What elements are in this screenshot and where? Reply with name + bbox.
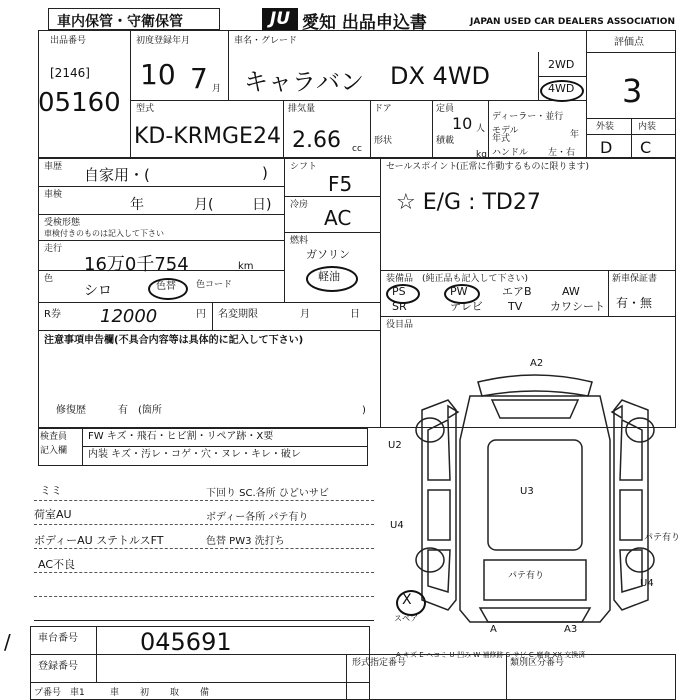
doors-label: ドア <box>374 104 392 114</box>
inspection-month: 月( <box>194 197 214 213</box>
mark-putty-2: パテ有り <box>508 571 545 581</box>
recycle-unit: 円 <box>196 309 206 320</box>
lot-sub: [2146] <box>50 66 90 80</box>
mark-u3: U3 <box>520 486 534 497</box>
capacity-label: 定員 <box>436 104 455 114</box>
equipment-label: 装備品 <box>386 274 414 284</box>
shift-label: シフト <box>290 162 318 172</box>
sales-value: ☆ E/G : TD27 <box>396 190 541 215</box>
repair-label: 修復歴 <box>56 405 86 416</box>
drive-2wd: 2WD <box>548 58 575 71</box>
footer-item-1: プ番号 <box>34 688 62 698</box>
mark-a: A <box>490 624 497 635</box>
diagram-legend: A-キズ E-ヘコミ U-凹み W-補修跡 S-サビ C-腐食 XX-交換済 <box>396 651 586 659</box>
repair-value: 有 <box>118 405 128 416</box>
spare-mark: X <box>402 592 412 608</box>
color-label: 色 <box>44 274 54 284</box>
grade-value: 3 <box>622 72 643 110</box>
warranty-value: 有・無 <box>616 296 653 310</box>
weight-label: 積載 <box>436 136 455 146</box>
color-value: シロ <box>84 283 112 299</box>
equipment-note: (純正品も記入して下さい) <box>422 274 529 284</box>
chassis-label: 車台番号 <box>38 633 78 644</box>
class-number-label: 類別区分番号 <box>510 658 565 668</box>
equipment-grid <box>384 286 606 316</box>
handle-label: ハンドル <box>492 148 529 158</box>
model-year-label: モデル <box>492 126 519 136</box>
type-value: KD-KRMGE24 <box>134 124 281 149</box>
footer-item-2: 車1 <box>70 688 85 698</box>
repair-note: (箇所 <box>138 405 162 416</box>
type-label: 型式 <box>136 104 155 114</box>
inspector-label-1: 検査員 <box>40 432 68 442</box>
displacement-value: 2.66 <box>292 128 341 153</box>
mark-a2: A2 <box>530 358 544 369</box>
footer-row <box>30 686 370 700</box>
history-close: ) <box>262 164 268 182</box>
remark-4: AC不良 <box>38 558 76 571</box>
displacement-unit: cc <box>352 144 362 154</box>
equip-tv: TV <box>508 300 523 313</box>
name-change-month: 月 <box>300 309 310 320</box>
after-note-label: 役目品 <box>386 320 414 330</box>
sales-label: セールスポイント <box>386 162 458 172</box>
org-title-en: JAPAN USED CAR DEALERS ASSOCIATION <box>470 17 675 27</box>
handle-lr: 左・右 <box>548 148 576 158</box>
shape-label: 形状 <box>374 136 393 146</box>
equip-tv-jp: テレビ <box>450 300 483 313</box>
displacement-label: 排気量 <box>288 104 316 114</box>
inspection-day: 日) <box>252 197 272 213</box>
chassis-value: 045691 <box>140 628 232 656</box>
receipt-label: 受検形態 <box>44 218 81 228</box>
equip-airbag: エアB <box>502 285 532 298</box>
lot-number: 05160 <box>38 88 121 118</box>
drive-4wd: 4WD <box>548 82 575 95</box>
storage-note: 車内保管・守衛保管 <box>57 14 183 30</box>
dealer-label: ディーラー・並行 <box>492 112 564 122</box>
equip-sr: SR <box>392 300 407 313</box>
pw-circle <box>444 284 480 304</box>
equip-ps: PS <box>392 285 406 298</box>
inspector-label-2: 記入欄 <box>40 446 68 456</box>
model-label: 車名・グレード <box>234 36 298 46</box>
footer-item-6: 備 <box>200 688 210 698</box>
mark-putty-1: パテ有り <box>644 533 681 543</box>
margin-mark: / <box>4 630 11 654</box>
ext-label: 外装 <box>596 122 615 132</box>
inspector-ext-items: FW キズ・飛石・ヒビ割・リペア跡・X要 <box>88 431 274 442</box>
equip-pw: PW <box>450 285 468 298</box>
form-number-label: 形式指定番号 <box>352 658 407 668</box>
history-label: 車歴 <box>44 162 63 172</box>
ju-logo: JU <box>262 8 298 30</box>
remark-right-3: 色替 PW3 洗打ち <box>206 536 285 547</box>
fuel-label: 燃料 <box>290 236 309 246</box>
mark-a3: A3 <box>564 624 578 635</box>
fuel-circle <box>306 266 358 292</box>
inspector-int-items: 内装 キズ・汚レ・コゲ・穴・ヌレ・キレ・破レ <box>88 449 301 460</box>
ps-circle <box>386 284 420 304</box>
remark-right-2: ボディー各所 パテ有り <box>206 512 309 523</box>
color-change: 色替 <box>156 281 176 292</box>
color-change-circle <box>148 278 188 300</box>
footer-item-5: 取 <box>170 688 180 698</box>
footer-item-4: 初 <box>140 688 150 698</box>
remark-right-1: 下回り SC.各所 ひどいサビ <box>206 488 329 499</box>
history-value: 自家用・( <box>84 166 150 184</box>
sales-note: (正常に作動するものに限ります) <box>456 162 590 172</box>
capacity-value: 10 <box>452 114 473 133</box>
inspection-year: 年 <box>130 197 144 213</box>
footer-item-3: 車 <box>110 688 120 698</box>
notes-label: 注意事項申告欄(不具合内容等は具体的に記入して下さい) <box>44 335 304 346</box>
registration-label: 初度登録年月 <box>136 36 191 46</box>
ac-value: AC <box>324 206 352 230</box>
remark-2: 荷室AU <box>34 508 72 521</box>
ext-value: D <box>600 138 613 157</box>
remark-1: ミミ <box>40 484 62 497</box>
int-value: C <box>640 138 652 157</box>
name-change-label: 名変期限 <box>218 309 258 320</box>
registration-year: 10 <box>140 58 176 91</box>
inspection-label: 車検 <box>44 190 63 200</box>
remark-3: ボディーAU ステトルスFT <box>34 534 164 547</box>
color-code-label: 色コード <box>196 280 233 290</box>
mark-u4-right: U4 <box>640 578 654 589</box>
capacity-unit: 人 <box>476 124 486 134</box>
year-type-label: 年式 <box>492 134 511 144</box>
fuel-value-1: ガソリン <box>306 248 350 261</box>
name-change-day: 日 <box>350 309 360 320</box>
shift-value: F5 <box>328 172 353 196</box>
model-name: キャラバン <box>244 68 364 96</box>
drive-4wd-circle <box>540 80 584 102</box>
fuel-value-2: 軽油 <box>318 270 340 283</box>
year-unit: 年 <box>570 130 580 140</box>
mileage-label: 走行 <box>44 244 63 254</box>
lot-label: 出品番号 <box>50 36 87 46</box>
equip-car-seat: カワシート <box>550 300 605 313</box>
model-grade: DX 4WD <box>390 62 491 90</box>
int-label: 内装 <box>638 122 657 132</box>
registration-month-unit: 月 <box>212 84 222 94</box>
storage-note-box <box>48 8 220 30</box>
repair-close: ) <box>362 405 366 416</box>
grade-label: 評価点 <box>614 37 644 48</box>
car-diagram <box>400 360 670 640</box>
mileage-unit: km <box>238 261 254 272</box>
receipt-note: 車検付きのものは記入して下さい <box>44 229 164 238</box>
warranty-label: 新車保証書 <box>612 274 658 284</box>
mark-u2: U2 <box>388 440 402 451</box>
spare-label: スペア <box>394 614 418 623</box>
equip-aw: AW <box>562 285 580 298</box>
ac-label: 冷房 <box>290 200 309 210</box>
plate-label: 登録番号 <box>38 661 78 672</box>
weight-unit: kg <box>476 150 487 160</box>
mileage-value: 16万0千754 <box>84 254 189 275</box>
recycle-value: 12000 <box>100 306 158 327</box>
registration-month: 7 <box>190 62 208 95</box>
recycle-label: R券 <box>44 309 61 320</box>
org-title: 愛知 出品申込書 <box>302 13 427 33</box>
mark-u4-left: U4 <box>390 520 404 531</box>
